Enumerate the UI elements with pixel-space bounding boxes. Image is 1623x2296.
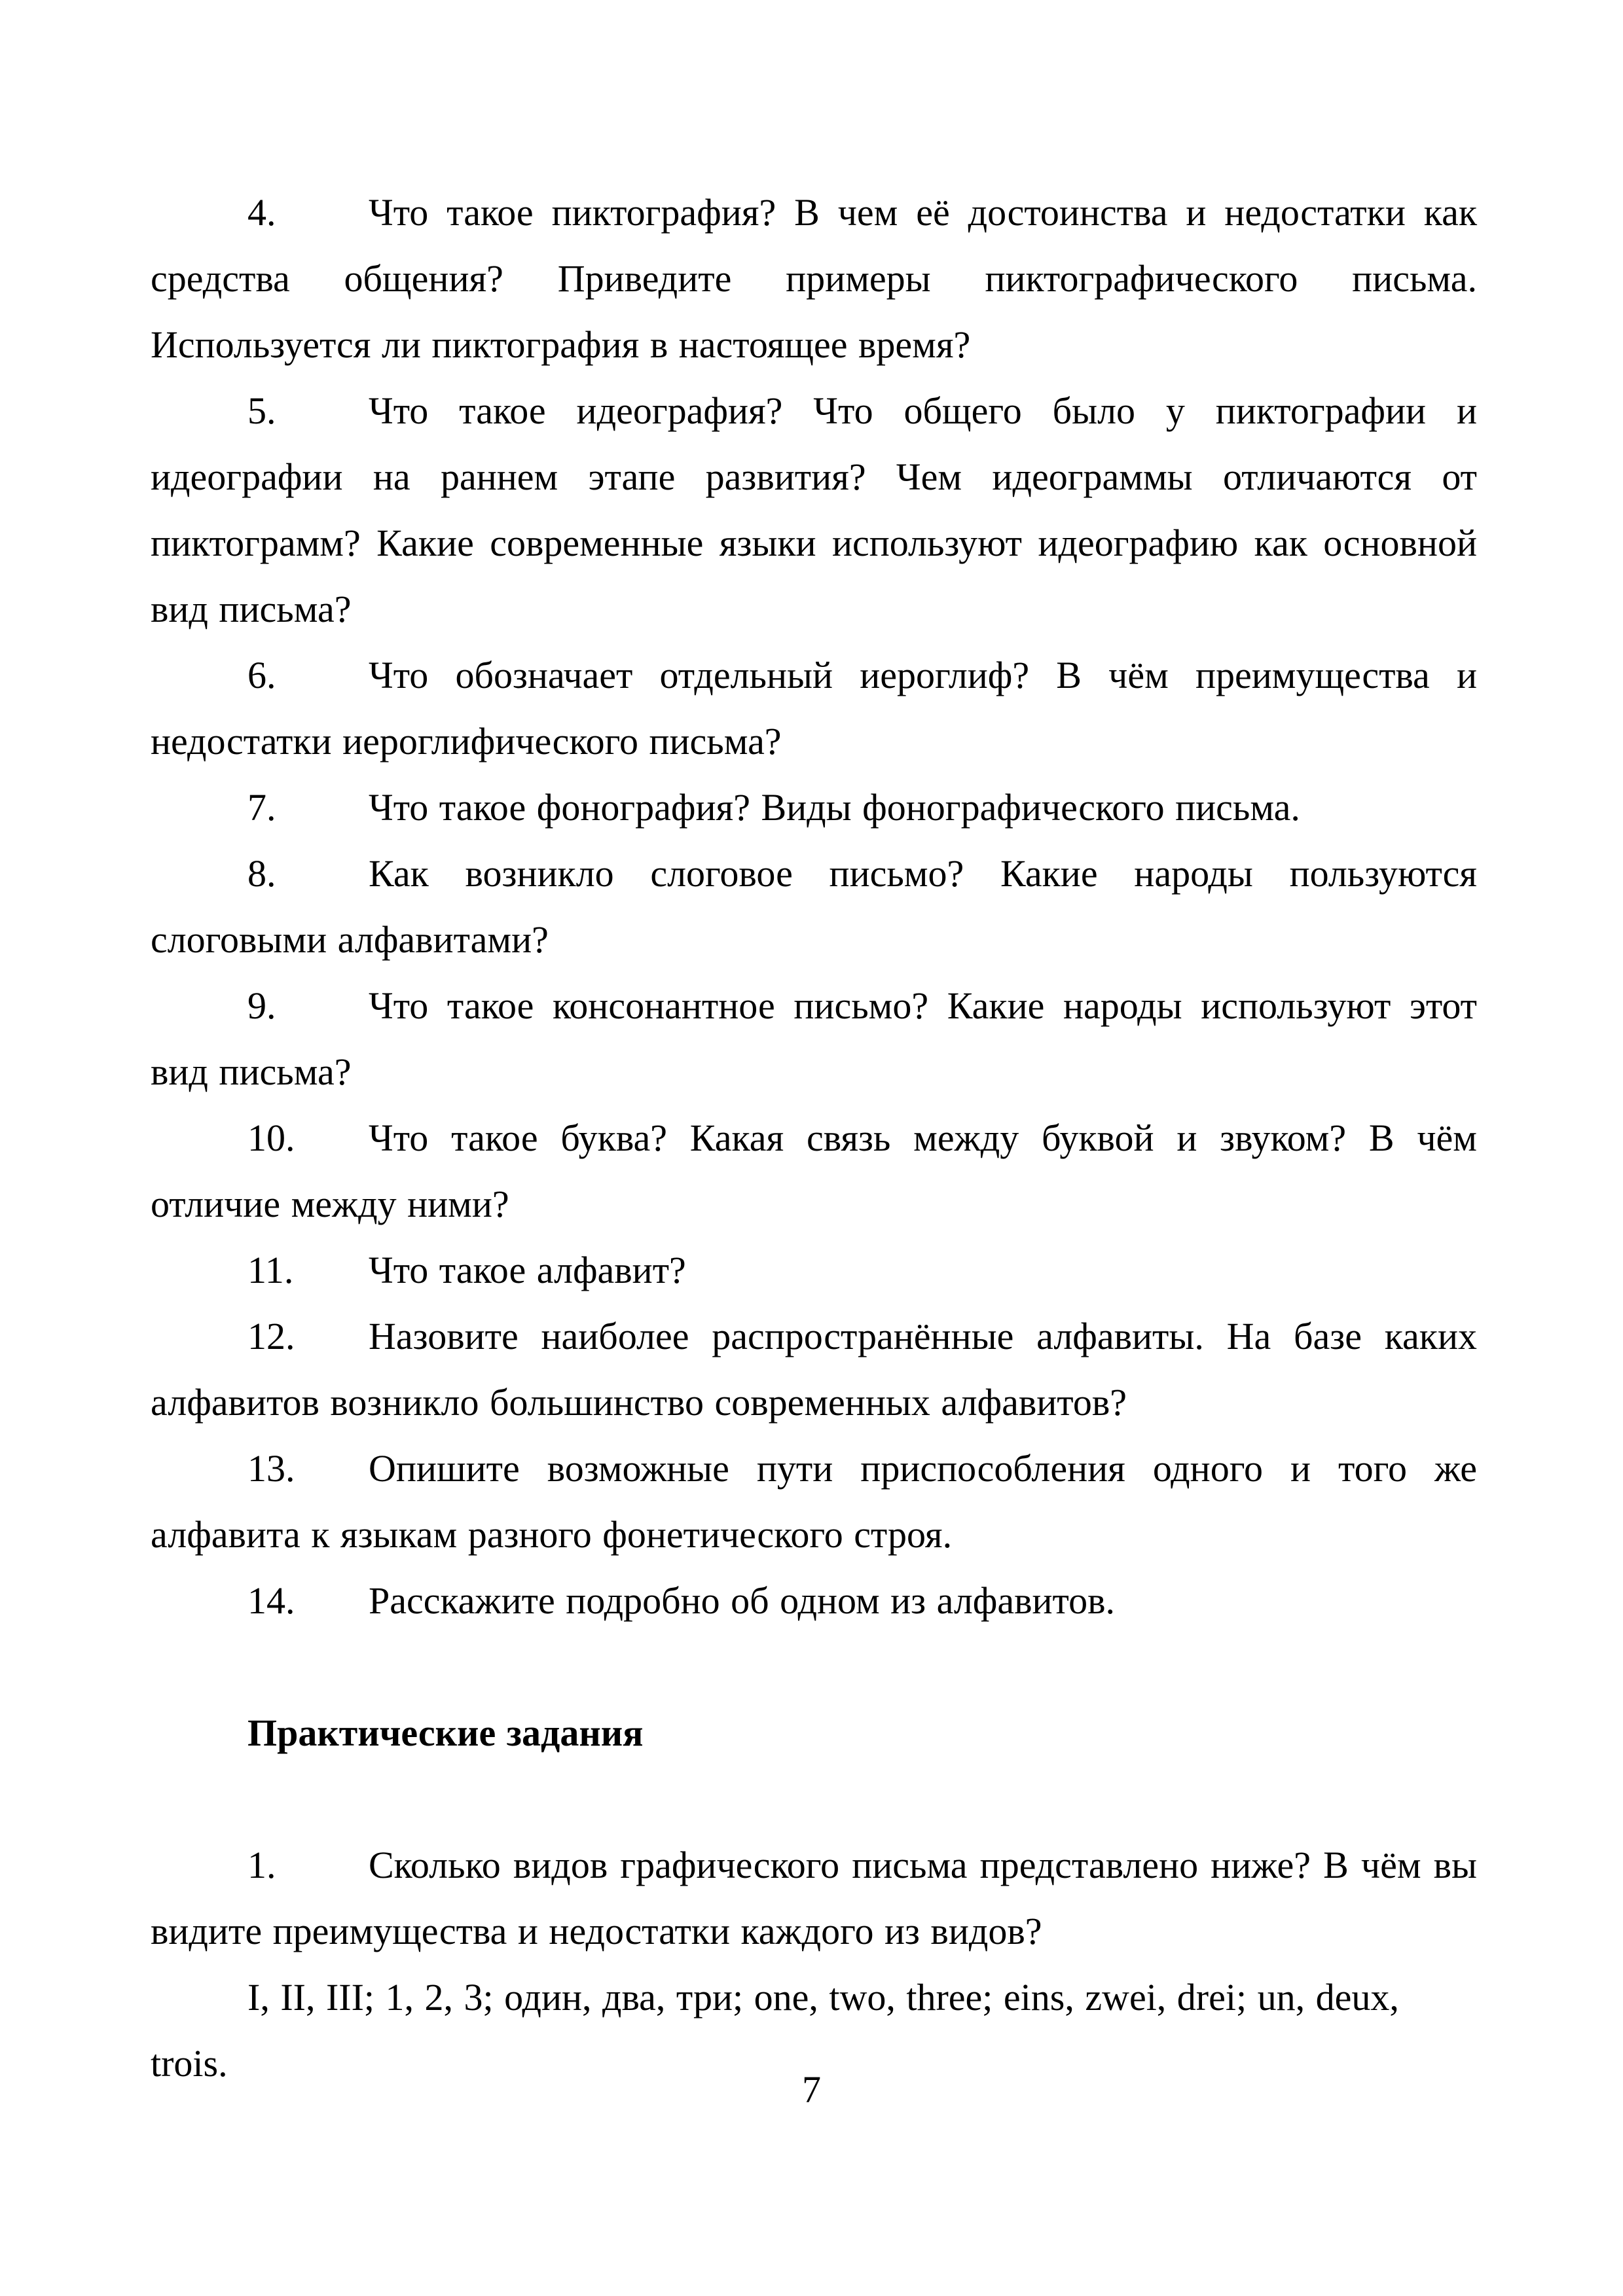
question-text: Что такое буква? Какая связь между буквой и звуком? В чём отличие между ними?: [151, 1117, 1477, 1225]
question-number: 11.: [247, 1249, 294, 1291]
question-text: Что обозначает отдельный иероглиф? В чём преимущества и недостатки иероглифического письма?: [151, 654, 1477, 762]
question-number: 13.: [247, 1447, 295, 1490]
question-number: 10.: [247, 1117, 295, 1159]
question-text: Что такое пиктография? В чем её достоинства и недостатки как средства общения? Приведите примеры пиктографического письма. Используется ли пиктография в настоящее время?: [151, 191, 1477, 366]
question-number: 8.: [247, 852, 276, 895]
practical-question-item: [151, 1832, 1477, 1964]
question-item: [151, 774, 1477, 840]
question-number: 9.: [247, 984, 276, 1027]
question-number: 6.: [247, 654, 276, 696]
question-number: 14.: [247, 1579, 295, 1622]
question-number: 5.: [247, 389, 276, 432]
page-content: [151, 0, 1477, 2096]
question-text: Что такое фонография? Виды фонографического письма.: [369, 786, 1300, 829]
question-item: [151, 1568, 1477, 1634]
question-text: Опишите возможные пути приспособления одного и того же алфавита к языкам разного фонетического строя.: [151, 1447, 1477, 1556]
question-item: [151, 1303, 1477, 1435]
examples-line: I, II, III; 1, 2, 3; один, два, три; one, two, three; eins, zwei, drei; un, deux, trois.: [151, 1976, 1399, 2085]
question-text: Что такое консонантное письмо? Какие народы используют этот вид письма?: [151, 984, 1477, 1093]
question-text: Что такое алфавит?: [369, 1249, 686, 1291]
question-item: [151, 378, 1477, 642]
question-text: Что такое идеография? Что общего было у пиктографии и идеографии на раннем этапе развития? Чем идеограммы отличаются от пиктограмм? Какие современные языки используют идеографию как основной вид письма?: [151, 389, 1477, 630]
section-heading: Практические задания: [247, 1712, 644, 1754]
question-text: Назовите наиболее распространённые алфавиты. На базе каких алфавитов возникло большинство современных алфавитов?: [151, 1315, 1477, 1424]
question-text: Расскажите подробно об одном из алфавитов.: [369, 1579, 1116, 1622]
question-text: Сколько видов графического письма представлено ниже? В чём вы видите преимущества и недостатки каждого из видов?: [151, 1844, 1477, 1952]
question-number: 7.: [247, 786, 276, 829]
question-text: Как возникло слоговое письмо? Какие народы пользуются слоговыми алфавитами?: [151, 852, 1477, 961]
question-item: [151, 1435, 1477, 1568]
question-item: [151, 1105, 1477, 1237]
question-item: [151, 179, 1477, 378]
page-number: 7: [802, 2068, 821, 2111]
question-number: 12.: [247, 1315, 295, 1357]
question-number: 4.: [247, 191, 276, 234]
question-item: [151, 840, 1477, 973]
question-number: 1.: [247, 1844, 276, 1886]
question-item: [151, 973, 1477, 1105]
question-item: [151, 1237, 1477, 1303]
question-item: [151, 642, 1477, 774]
